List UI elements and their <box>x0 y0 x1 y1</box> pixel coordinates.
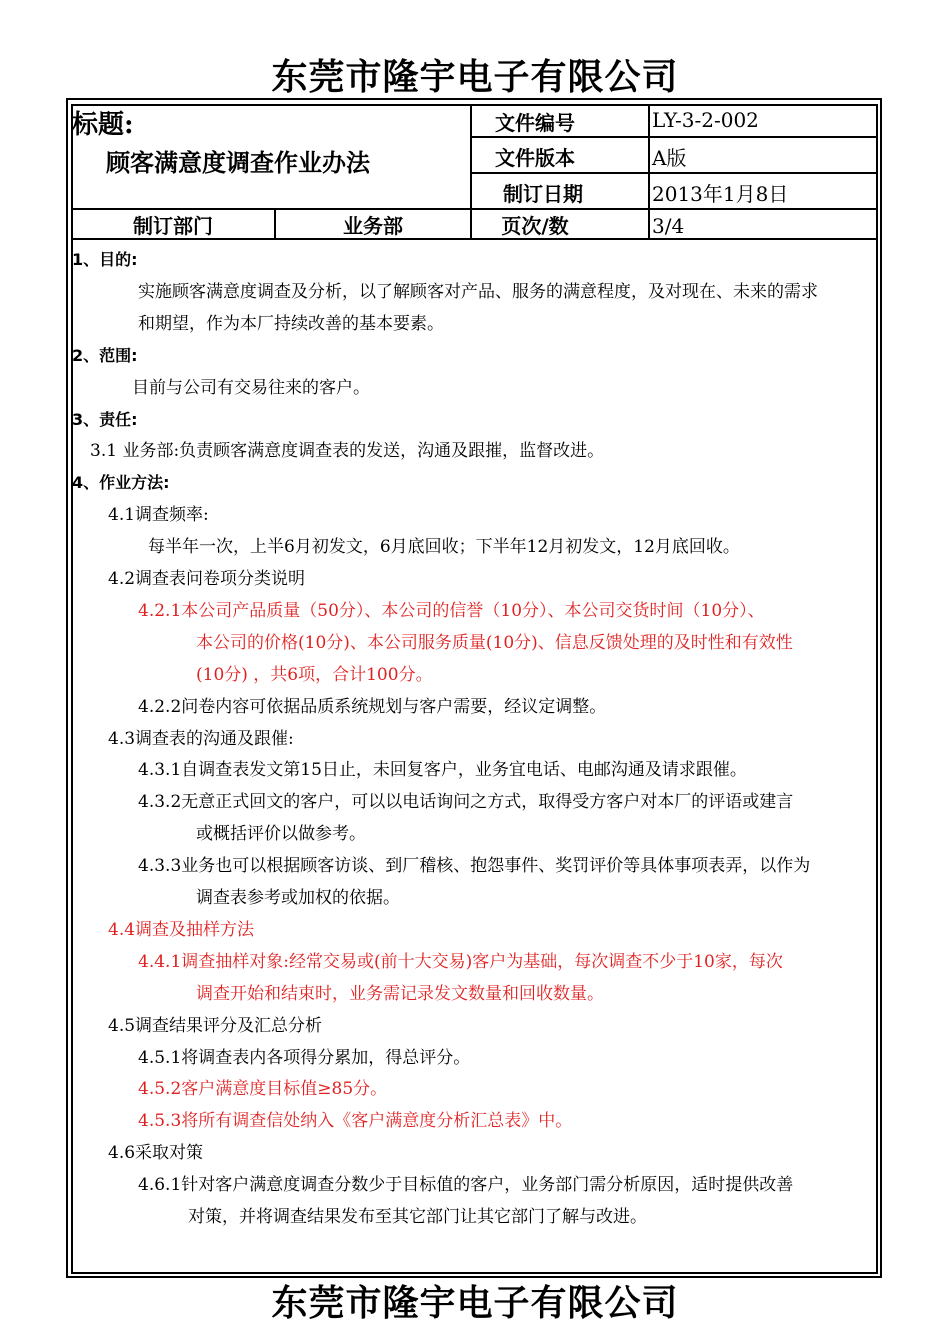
body-line: 4.4调查及抽样方法 <box>108 919 255 940</box>
title-label: 标题: <box>72 110 134 140</box>
body-line: 3.1 业务部:负责顾客满意度调查表的发送，沟通及跟摧，监督改进。 <box>90 441 605 462</box>
company-name-bottom: 东莞市隆宇电子有限公司 <box>271 1283 679 1324</box>
header-bottom-line <box>72 208 878 210</box>
dept-label: 制订部门 <box>133 214 213 238</box>
section-heading: 2、范围: <box>72 345 138 365</box>
document-title: 顾客满意度调查作业办法 <box>106 148 370 177</box>
body-line: 调查开始和结束时，业务需记录发文数量和回收数量。 <box>196 983 604 1004</box>
body-line: 本公司的价格(10分)、本公司服务质量(10分)、信息反馈处理的及时性和有效性 <box>196 632 793 653</box>
body-line: 4.3.2无意正式回文的客户，可以以电话询问之方式，取得受方客户对本厂的评语或建言 <box>138 792 794 813</box>
row-line-1 <box>470 136 878 138</box>
body-line: 4.1调查频率: <box>108 505 209 526</box>
body-line: 4.5调查结果评分及汇总分析 <box>108 1015 323 1036</box>
dept-row-bottom-line <box>72 238 878 240</box>
body-line: 4.2.2问卷内容可依据品质系统规划与客户需要，经议定调整。 <box>138 696 607 717</box>
date-label: 制订日期 <box>503 182 583 206</box>
body-line: 或概括评价以做参考。 <box>196 824 366 845</box>
body-line: 4.5.1将调查表内各项得分累加，得总评分。 <box>138 1047 471 1068</box>
body-line: 4.5.3将所有调查信处纳入《客户满意度分析汇总表》中。 <box>138 1111 573 1132</box>
body-line: 4.3.3业务也可以根据顾客访谈、到厂稽核、抱怨事件、奖罚评价等具体事项表弄，以作为 <box>138 856 811 877</box>
body-line: 调查表参考或加权的依据。 <box>196 888 400 908</box>
body-line: 4.6.1针对客户满意度调查分数少于目标值的客户，业务部门需分析原因，适时提供改善 <box>138 1175 794 1196</box>
dept-value: 业务部 <box>343 214 403 238</box>
body-line: 4.3.1自调查表发文第15日止，未回复客户，业务宜电话、电邮沟通及请求跟催。 <box>138 760 747 781</box>
row-line-2 <box>470 172 878 174</box>
doc-number-label: 文件编号 <box>495 111 575 135</box>
body-line: 4.4.1调查抽样对象:经常交易或(前十大交易)客户为基础，每次调查不少于10家，每次 <box>138 951 783 972</box>
section-heading: 1、目的: <box>72 250 138 269</box>
section-heading: 3、责任: <box>72 409 138 429</box>
body-line: 和期望，作为本厂持续改善的基本要素。 <box>138 313 444 334</box>
body-line: 实施顾客满意度调查及分析，以了解顾客对产品、服务的满意程度，及对现在、未来的需求 <box>138 281 818 302</box>
body-line: 目前与公司有交易往来的客户。 <box>132 377 370 398</box>
section-heading: 4、作业方法: <box>72 473 170 493</box>
body-line: 4.2调查表问卷项分类说明 <box>108 569 306 589</box>
page-label: 页次/数 <box>501 214 569 238</box>
page-value: 3/4 <box>652 214 685 238</box>
doc-number-value: LY-3-2-002 <box>652 108 759 132</box>
version-label: 文件版本 <box>495 146 575 170</box>
body-line: 4.3调查表的沟通及跟催: <box>108 728 294 749</box>
body-line: 4.6采取对策 <box>108 1143 204 1164</box>
body-line: 每半年一次，上半6月初发文，6月底回收；下半年12月初发文，12月底回收。 <box>148 537 740 558</box>
body-line: 4.2.1本公司产品质量（50分）、本公司的信誉（10分）、本公司交货时间（10分）、 <box>138 600 765 621</box>
body-line: 4.5.2客户满意度目标值≥85分。 <box>138 1079 388 1100</box>
date-value: 2013年1月8日 <box>652 182 789 206</box>
version-value: A版 <box>652 146 687 170</box>
body-line: 对策，并将调查结果发布至其它部门让其它部门了解与改进。 <box>188 1207 647 1227</box>
body-line: (10分) ，共6项，合计100分。 <box>196 664 433 685</box>
company-name-top: 东莞市隆宇电子有限公司 <box>271 57 679 98</box>
